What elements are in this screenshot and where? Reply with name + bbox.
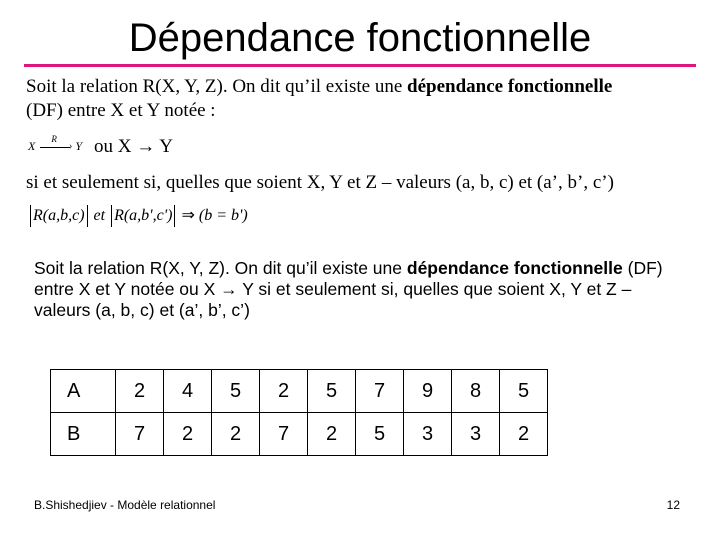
formula-conj: et xyxy=(93,207,106,224)
fd-relation-label: R xyxy=(51,134,57,145)
table-cell: 9 xyxy=(404,370,452,413)
table-cell: 7 xyxy=(116,413,164,456)
formula-conclusion: (b = b') xyxy=(198,207,248,224)
table-cell: A xyxy=(51,370,116,413)
table-cell: 2 xyxy=(116,370,164,413)
para-term: dépendance fonctionnelle xyxy=(406,258,623,278)
implies-icon: ⇒ xyxy=(181,207,195,224)
definition-line-2: (DF) entre X et Y notée : xyxy=(26,100,216,121)
table-cell: 7 xyxy=(356,370,404,413)
fd-notation-line xyxy=(28,136,173,158)
definition-text: Soit la relation R(X, Y, Z). On dit qu’il existe une xyxy=(26,76,408,97)
page-number: 12 xyxy=(666,498,680,512)
table-row xyxy=(51,370,548,413)
footer-author: B.Shishedjiev - Modèle relationnel xyxy=(34,498,216,512)
table-cell: 3 xyxy=(452,413,500,456)
table-cell: B xyxy=(51,413,116,456)
table-cell: 8 xyxy=(452,370,500,413)
definition-paragraph xyxy=(34,258,684,321)
para-text-1: Soit la relation R(X, Y, Z). On dit qu’il existe une xyxy=(34,258,407,278)
table-cell: 5 xyxy=(500,370,548,413)
para-text-2: (DF) entre X et Y notée ou X → Y si et seulement si, quelles que soient X, Y et Z – valeurs (a, b, c) et (a’, b’, c’) xyxy=(34,258,663,320)
table-cell: 2 xyxy=(308,413,356,456)
table-cell: 5 xyxy=(356,413,404,456)
table-row xyxy=(51,413,548,456)
table-cell: 3 xyxy=(404,413,452,456)
fd-notation-alt: ou X → Y xyxy=(94,136,174,157)
title-underline xyxy=(24,64,696,67)
fd-y: Y xyxy=(75,139,83,153)
definition-line-1 xyxy=(26,75,612,99)
formula-left: R(a,b,c) xyxy=(30,205,88,227)
table-cell: 2 xyxy=(212,413,260,456)
table-cell: 2 xyxy=(164,413,212,456)
table-cell: 5 xyxy=(308,370,356,413)
fd-x: X xyxy=(28,139,36,153)
table-cell: 2 xyxy=(500,413,548,456)
definition-term: dépendance fonctionnelle xyxy=(407,76,613,97)
table-cell: 7 xyxy=(260,413,308,456)
definition-line-4: si et seulement si, quelles que soient X, Y et Z – valeurs (a, b, c) et (a’, b’, c’) xyxy=(26,172,614,193)
table-cell: 2 xyxy=(260,370,308,413)
table-cell: 5 xyxy=(212,370,260,413)
example-table xyxy=(50,369,548,456)
table-cell: 4 xyxy=(164,370,212,413)
fd-formula xyxy=(28,205,248,227)
fd-arrow-notation xyxy=(28,134,83,154)
formula-right: R(a,b',c') xyxy=(111,205,175,227)
fd-arrow-icon: R › xyxy=(38,142,72,152)
slide-title: Dépendance fonctionnelle xyxy=(128,16,592,60)
